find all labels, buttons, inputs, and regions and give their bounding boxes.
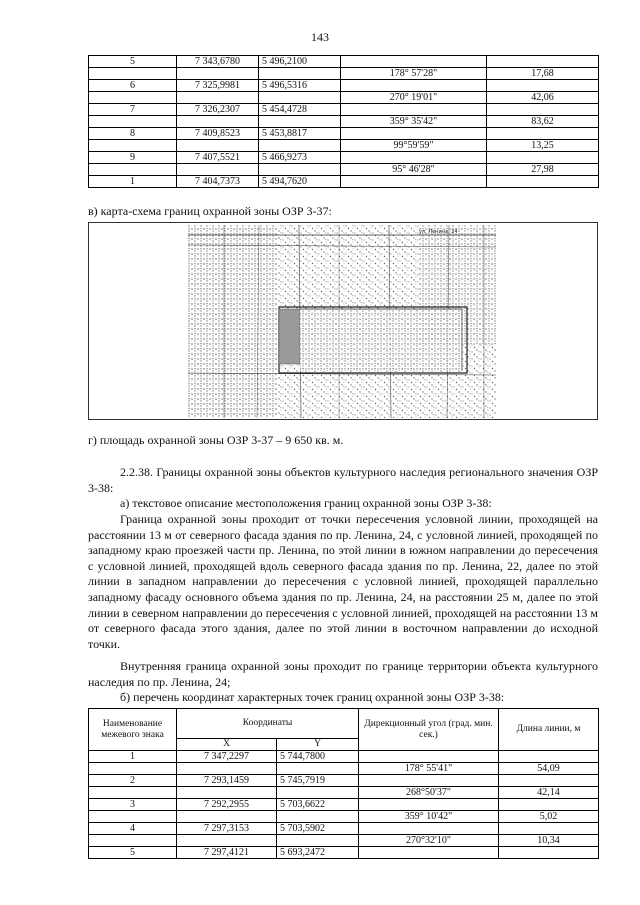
page-number: 143 bbox=[311, 30, 329, 44]
empty-cell bbox=[341, 152, 487, 164]
empty-cell bbox=[277, 835, 359, 847]
x-cell: 7 293,1459 bbox=[177, 775, 277, 787]
y-cell: 5 453,8817 bbox=[259, 128, 341, 140]
empty-cell bbox=[487, 104, 599, 116]
angle-cell: 178° 57'28" bbox=[341, 68, 487, 80]
length-cell: 5,02 bbox=[499, 811, 599, 823]
table-row bbox=[89, 152, 599, 164]
table-row bbox=[89, 811, 599, 823]
empty-cell bbox=[359, 775, 499, 787]
empty-cell bbox=[177, 811, 277, 823]
empty-cell bbox=[359, 823, 499, 835]
empty-cell bbox=[487, 80, 599, 92]
paragraph-1: Граница охранной зоны проходит от точки пересечения условной линии, проходящей на расстоянии 13 м от северного фасада здания по пр. Ленина, 24, с условной линией, проходящей по западному краю проезжей части пр. Ленина, по этой линии в южном направлении до пересечения с условной линией, проходящей вдоль северного фасада здания по пр. Ленина, 22, далее по этой линии в западном направлении до пересечения с условной линией, проходящей параллельно западному фасаду основного объема здания по пр. Ленина, 24, на расстоянии 25 м, далее по этой линии в северном направлении до пересечения с условной линией, проходящей на расстоянии 13 м от северного фасада этого здания, далее по этой линии в восточном направлении до исходной точки. bbox=[88, 512, 598, 651]
empty-cell bbox=[341, 176, 487, 188]
empty-cell bbox=[499, 847, 599, 859]
mark-cell: 8 bbox=[89, 128, 177, 140]
angle-cell: 359° 35'42" bbox=[341, 116, 487, 128]
x-cell: 7 325,9981 bbox=[177, 80, 259, 92]
length-cell: 54,09 bbox=[499, 763, 599, 775]
y-cell: 5 745,7919 bbox=[277, 775, 359, 787]
empty-cell bbox=[89, 811, 177, 823]
x-cell: 7 409,8523 bbox=[177, 128, 259, 140]
x-cell: 7 407,5521 bbox=[177, 152, 259, 164]
y-cell: 5 496,5316 bbox=[259, 80, 341, 92]
empty-cell bbox=[259, 164, 341, 176]
length-cell: 13,25 bbox=[487, 140, 599, 152]
empty-cell bbox=[487, 128, 599, 140]
angle-cell: 178° 55'41" bbox=[359, 763, 499, 775]
table-row bbox=[89, 847, 599, 859]
map-heading: в) карта-схема границ охранной зоны ОЗР 3-37: bbox=[88, 204, 332, 218]
y-cell: 5 496,2100 bbox=[259, 56, 341, 68]
mark-cell: 1 bbox=[89, 751, 177, 763]
empty-cell bbox=[259, 116, 341, 128]
empty-cell bbox=[89, 116, 177, 128]
x-cell: 7 297,4121 bbox=[177, 847, 277, 859]
section-title: 2.2.38. Границы охранной зоны объектов культурного наследия регионального значения ОЗР 3-38: bbox=[88, 465, 598, 495]
empty-cell bbox=[89, 787, 177, 799]
y-cell: 5 494,7620 bbox=[259, 176, 341, 188]
item-a: а) текстовое описание местоположения границ охранной зоны ОЗР 3-38: bbox=[120, 496, 492, 510]
table-row bbox=[89, 835, 599, 847]
table-row bbox=[89, 140, 599, 152]
empty-cell bbox=[89, 164, 177, 176]
y-cell: 5 693,2472 bbox=[277, 847, 359, 859]
table-row bbox=[89, 823, 599, 835]
mark-cell: 9 bbox=[89, 152, 177, 164]
empty-cell bbox=[177, 68, 259, 80]
header-length: Длина линии, м bbox=[499, 709, 599, 751]
y-cell: 5 454,4728 bbox=[259, 104, 341, 116]
table-row bbox=[89, 80, 599, 92]
empty-cell bbox=[177, 92, 259, 104]
empty-cell bbox=[89, 140, 177, 152]
map-drawing bbox=[89, 223, 597, 419]
empty-cell bbox=[341, 128, 487, 140]
angle-cell: 270°32'10" bbox=[359, 835, 499, 847]
empty-cell bbox=[341, 80, 487, 92]
table-row bbox=[89, 751, 599, 763]
header-y: Y bbox=[277, 739, 359, 751]
empty-cell bbox=[359, 847, 499, 859]
empty-cell bbox=[89, 92, 177, 104]
empty-cell bbox=[277, 787, 359, 799]
angle-cell: 99°59'59" bbox=[341, 140, 487, 152]
mark-cell: 6 bbox=[89, 80, 177, 92]
header-angle: Дирекционный угол (град. мин. сек.) bbox=[359, 709, 499, 751]
empty-cell bbox=[259, 92, 341, 104]
length-cell: 42,06 bbox=[487, 92, 599, 104]
x-cell: 7 347,2297 bbox=[177, 751, 277, 763]
angle-cell: 270° 19'01" bbox=[341, 92, 487, 104]
empty-cell bbox=[499, 823, 599, 835]
empty-cell bbox=[177, 763, 277, 775]
empty-cell bbox=[89, 763, 177, 775]
angle-cell: 95° 46'28" bbox=[341, 164, 487, 176]
table-row bbox=[89, 763, 599, 775]
empty-cell bbox=[341, 104, 487, 116]
table-row bbox=[89, 128, 599, 140]
y-cell: 5 703,5902 bbox=[277, 823, 359, 835]
angle-cell: 268°50'37" bbox=[359, 787, 499, 799]
angle-cell: 359° 10'42" bbox=[359, 811, 499, 823]
map-scheme bbox=[88, 222, 598, 420]
table-row bbox=[89, 92, 599, 104]
empty-cell bbox=[499, 775, 599, 787]
mark-cell: 5 bbox=[89, 847, 177, 859]
empty-cell bbox=[177, 787, 277, 799]
paragraph-2: Внутренняя граница охранной зоны проходит по границе территории объекта культурного наследия по пр. Ленина, 24; bbox=[88, 659, 598, 689]
empty-cell bbox=[89, 68, 177, 80]
length-cell: 83,62 bbox=[487, 116, 599, 128]
header-coordinates: Координаты bbox=[177, 709, 359, 739]
table-row bbox=[89, 799, 599, 811]
x-cell: 7 292,2955 bbox=[177, 799, 277, 811]
empty-cell bbox=[487, 56, 599, 68]
empty-cell bbox=[277, 763, 359, 775]
length-cell: 17,68 bbox=[487, 68, 599, 80]
y-cell: 5 744,7800 bbox=[277, 751, 359, 763]
table-row bbox=[89, 164, 599, 176]
table-row bbox=[89, 104, 599, 116]
mark-cell: 7 bbox=[89, 104, 177, 116]
empty-cell bbox=[359, 751, 499, 763]
header-mark: Наименование межевого знака bbox=[89, 709, 177, 751]
mark-cell: 4 bbox=[89, 823, 177, 835]
mark-cell: 5 bbox=[89, 56, 177, 68]
empty-cell bbox=[259, 140, 341, 152]
empty-cell bbox=[359, 799, 499, 811]
empty-cell bbox=[499, 799, 599, 811]
empty-cell bbox=[177, 164, 259, 176]
x-cell: 7 297,3153 bbox=[177, 823, 277, 835]
x-cell: 7 326,2307 bbox=[177, 104, 259, 116]
length-cell: 42,14 bbox=[499, 787, 599, 799]
item-b: б) перечень координат характерных точек границ охранной зоны ОЗР 3-38: bbox=[120, 690, 505, 704]
y-cell: 5 466,9273 bbox=[259, 152, 341, 164]
area-text: г) площадь охранной зоны ОЗР 3-37 – 9 650 кв. м. bbox=[88, 433, 344, 447]
mark-cell: 1 bbox=[89, 176, 177, 188]
empty-cell bbox=[487, 152, 599, 164]
empty-cell bbox=[341, 56, 487, 68]
header-x: X bbox=[177, 739, 277, 751]
empty-cell bbox=[89, 835, 177, 847]
y-cell: 5 703,6622 bbox=[277, 799, 359, 811]
x-cell: 7 404,7373 bbox=[177, 176, 259, 188]
map-street-label: ул. Ленина, 24 bbox=[419, 229, 458, 235]
length-cell: 27,98 bbox=[487, 164, 599, 176]
empty-cell bbox=[487, 176, 599, 188]
empty-cell bbox=[177, 116, 259, 128]
x-cell: 7 343,6780 bbox=[177, 56, 259, 68]
empty-cell bbox=[177, 140, 259, 152]
table-row bbox=[89, 176, 599, 188]
table-row bbox=[89, 116, 599, 128]
table-row bbox=[89, 775, 599, 787]
empty-cell bbox=[499, 751, 599, 763]
table-row bbox=[89, 56, 599, 68]
empty-cell bbox=[277, 811, 359, 823]
empty-cell bbox=[259, 68, 341, 80]
mark-cell: 3 bbox=[89, 799, 177, 811]
coordinates-table-ozr-3-37 bbox=[88, 55, 599, 188]
table-row bbox=[89, 68, 599, 80]
empty-cell bbox=[177, 835, 277, 847]
length-cell: 10,34 bbox=[499, 835, 599, 847]
table-row bbox=[89, 787, 599, 799]
mark-cell: 2 bbox=[89, 775, 177, 787]
coordinates-table-ozr-3-38 bbox=[88, 708, 599, 859]
